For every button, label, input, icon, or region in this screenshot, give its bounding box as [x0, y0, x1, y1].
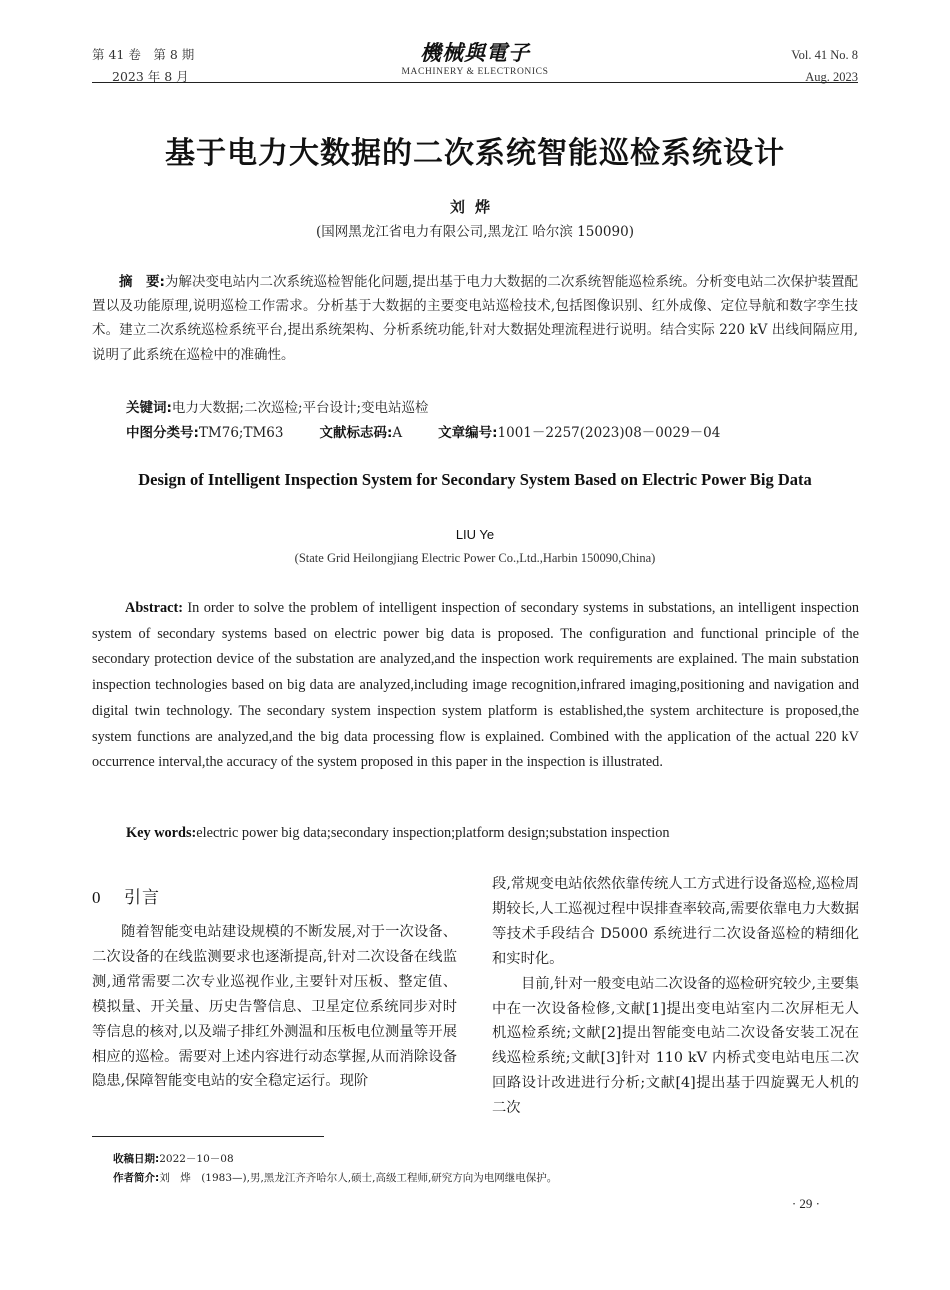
body-left-column — [92, 920, 457, 1094]
article-no-value: 1001－2257(2023)08－0029－04 — [497, 425, 721, 441]
header-rule — [92, 82, 858, 83]
keywords-cn — [126, 397, 429, 419]
affiliation-en: (State Grid Heilongjiang Electric Power Co.,Ltd.,Harbin 150090,China) — [294, 551, 656, 565]
abstract-label-cn: 摘 要: — [119, 274, 165, 290]
author-cn: 刘烨 — [449, 198, 500, 216]
abstract-text-en: In order to solve the problem of intelligent inspection of secondary systems in substations, an intelligent inspection system of secondary systems based on electric power big data is proposed. The configuration and functional principle of the secondary protection device of the substation are analyzed,and the inspection work requirements are explained. The main substation inspection technologies based on big data are analyzed,including image recognition,infrared imaging,positioning and navigation and digital twin technology. The secondary system inspection system platform is established,the system architecture is proposed,the system functions are analyzed,and the big data processing flow is explained. Combined with the application of the actual 220 kV occurrence interval,the accuracy of the system proposed in this paper in the inspection is illustrated. — [92, 600, 859, 771]
affiliation-cn: (国网黑龙江省电力有限公司,黑龙江 哈尔滨 150090) — [316, 224, 634, 240]
keywords-text-en: electric power big data;secondary inspection;platform design;substation inspection — [196, 825, 670, 841]
body-paragraph — [492, 872, 859, 972]
footnote-author-bio — [113, 1169, 557, 1187]
page-number: · 29 · — [791, 1196, 820, 1211]
clc-label: 中图分类号: — [126, 425, 199, 441]
section-number: 0 — [92, 888, 102, 907]
footnote-rule — [92, 1136, 324, 1137]
section-title: 引言 — [124, 888, 160, 908]
journal-logo: 機械與電子 — [420, 40, 530, 65]
body-right-column — [492, 872, 859, 1121]
body-paragraph-text: 段,常规变电站依然依靠传统人工方式进行设备巡检,巡检周期较长,人工巡视过程中误排查率较高,需要依靠电力大数据等技术手段结合 D5000 系统进行二次设备巡检的精细化和实时化。 — [492, 876, 859, 967]
received-label: 收稿日期: — [113, 1153, 160, 1165]
abstract-cn — [92, 270, 858, 367]
clc-value: TM76;TM63 — [198, 425, 284, 441]
author-bio-value: 刘 烨 (1983—),男,黑龙江齐齐哈尔人,硕士,高级工程师,研究方向为电网继电保护。 — [159, 1172, 558, 1184]
body-paragraph — [492, 972, 859, 1121]
section-heading — [92, 883, 160, 908]
doc-code-value: A — [392, 425, 403, 441]
issue-date: 2023 年 8 月 — [112, 69, 189, 84]
footnote-received — [113, 1150, 234, 1168]
author-en: LIU Ye — [455, 527, 495, 542]
article-no-label: 文章编号: — [438, 425, 498, 441]
author-bio-label: 作者简介: — [113, 1172, 160, 1184]
body-paragraph — [92, 920, 457, 1094]
abstract-en — [92, 596, 859, 776]
volume-issue-en: Vol. 41 No. 8 — [791, 48, 858, 62]
keywords-en — [126, 822, 670, 844]
keywords-label-cn: 关键词: — [126, 400, 172, 416]
volume-issue: 第 41 卷 第 8 期 — [92, 47, 195, 62]
received-value: 2022－10－08 — [159, 1153, 234, 1165]
body-paragraph-text: 目前,针对一般变电站二次设备的巡检研究较少,主要集中在一次设备检修,文献[1]提出变电站室内二次屏柜无人机巡检系统;文献[2]提出智能变电站二次设备安装工况在线巡检系统;文献[3]针对 110 kV 内桥式变电站电压二次回路设计改进进行分析;文献[4]提出基于四旋翼无人机的二次 — [492, 975, 859, 1117]
keywords-label-en: Key words: — [126, 825, 197, 841]
classification-line — [126, 422, 720, 444]
journal-name-en: MACHINERY & ELECTRONICS — [401, 67, 549, 77]
keywords-text-cn: 电力大数据;二次巡检;平台设计;变电站巡检 — [171, 400, 429, 416]
abstract-text-cn: 为解决变电站内二次系统巡检智能化问题,提出基于电力大数据的二次系统智能巡检系统。分析变电站二次保护装置配置以及功能原理,说明巡检工作需求。分析基于大数据的主要变电站巡检技术,包括图像识别、红外成像、定位导航和数字孪生技术。建立二次系统巡检系统平台,提出系统架构、分析系统功能,针对大数据处理流程进行说明。结合实际 220 kV 出线间隔应用,说明了此系统在巡检中的准确性。 — [92, 274, 858, 363]
paper-title-en: Design of Intelligent Inspection System for Secondary System Based on Electric Power Big Data — [138, 470, 812, 489]
abstract-label-en: Abstract: — [125, 600, 183, 616]
issue-date-en: Aug. 2023 — [805, 70, 858, 84]
paper-title-cn: 基于电力大数据的二次系统智能巡检系统设计 — [165, 136, 785, 171]
body-paragraph-text: 随着智能变电站建设规模的不断发展,对于一次设备、二次设备的在线监测要求也逐渐提高,针对二次设备在线监测,通常需要二次专业巡视作业,主要针对压板、整定值、模拟量、开关量、历史告警信息、卫星定位系统同步对时等信息的核对,以及端子排红外测温和压板电位测量等开展相应的巡检。需要对上述内容进行动态掌握,从而消除设备隐患,保障智能变电站的安全稳定运行。现阶 — [92, 924, 457, 1090]
doc-code-label: 文献标志码: — [319, 425, 393, 441]
